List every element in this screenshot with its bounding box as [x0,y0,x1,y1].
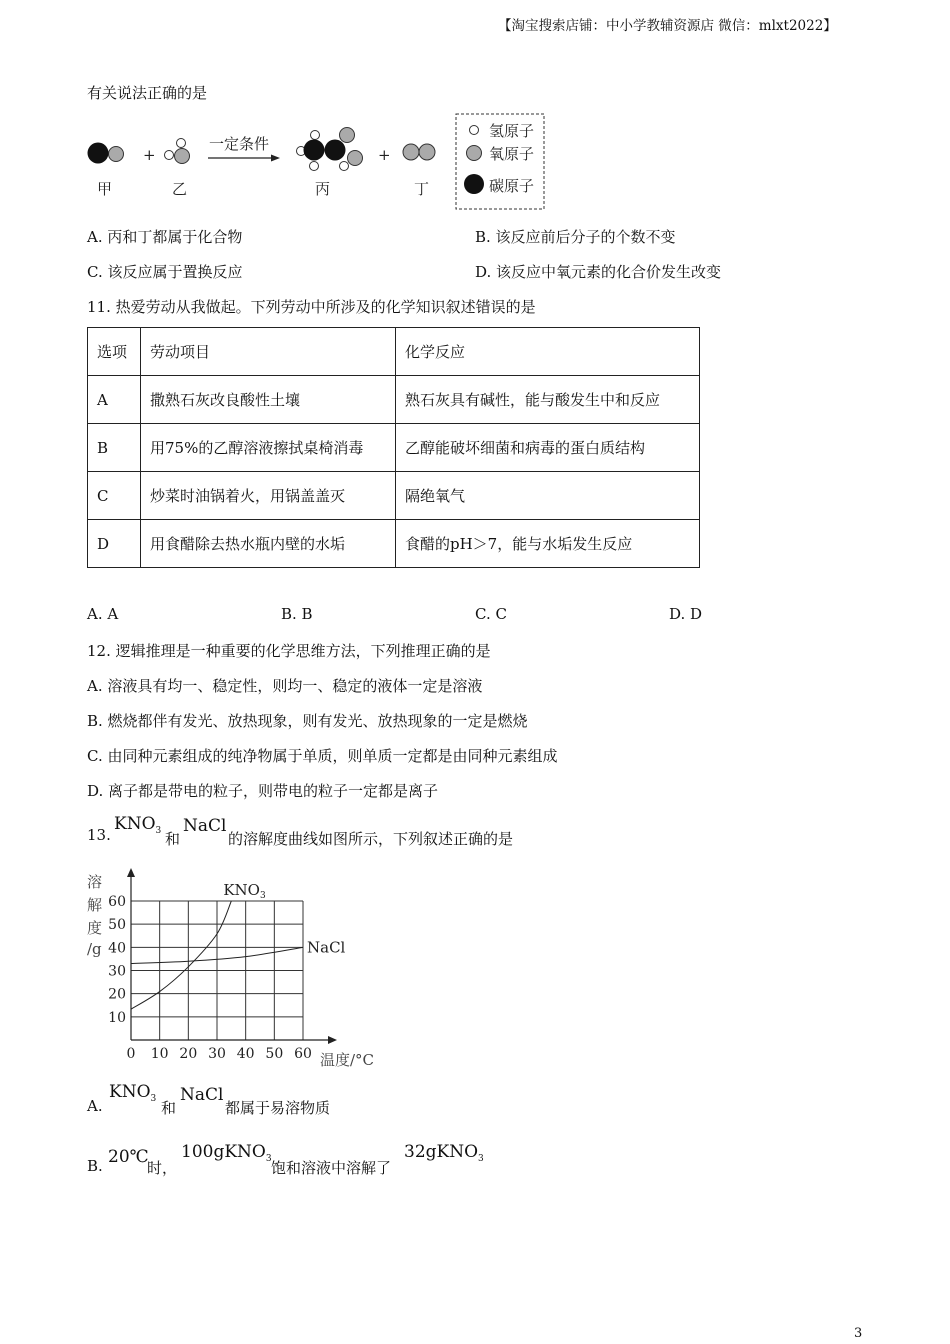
legend-carbon: 碳原子 [489,177,535,195]
y-tick-label: 10 [108,1009,126,1026]
q11-option-d: D. D [669,605,703,623]
q11-option-c: C. C [475,605,507,623]
q10-option-b: B. 该反应前后分子的个数不变 [475,228,676,246]
y-tick-label: 60 [108,894,126,910]
water-molecule [175,149,190,164]
q13-formula-nacl: NaCl [183,816,227,836]
y-axis-arrow [127,868,135,877]
plus-sign: + [378,146,391,164]
table-cell: 撒熟石灰改良酸性土壤 [141,376,396,424]
q11-option-a: A. A [87,605,119,623]
y-axis-label: 溶 [87,873,103,891]
y-tick-label: 50 [108,917,126,934]
x-tick-label: 60 [294,1046,312,1062]
q13-option-a-text: 都属于易溶物质 [225,1099,331,1117]
table-cell: A [88,376,141,424]
table-row [88,376,700,424]
oxygen-legend-icon [467,146,482,161]
q13-formula-kno3 [114,814,161,836]
q11-stem: 11. 热爱劳动从我做起。下列劳动中所涉及的化学知识叙述错误的是 [87,298,536,316]
curve-label-subscript: 3 [259,891,266,901]
formula-text: 100gKNO [181,1142,266,1162]
label-bing: 丙 [315,180,331,198]
subscript: 3 [155,826,162,836]
product-bing-molecule [325,140,346,161]
x-tick-label: 10 [150,1046,169,1062]
q12-option-a: A. 溶液具有均一、稳定性，则均一、稳定的液体一定是溶液 [87,677,483,695]
y-axis-label: 解 [87,896,103,914]
label-ding: 丁 [414,180,430,198]
q12-option-c: C. 由同种元素组成的纯净物属于单质，则单质一定都是由同种元素组成 [87,747,558,765]
x-axis-arrow [328,1036,337,1044]
y-tick-label: 30 [108,963,126,980]
x-tick-label: 30 [208,1046,226,1062]
q13-option-a-kno3 [109,1082,156,1104]
q10-option-c: C. 该反应属于置换反应 [87,263,243,281]
subscript: 3 [265,1154,272,1164]
q13-option-b-prefix: B. [87,1157,103,1175]
chart-grid [131,901,303,1040]
curve-label-nacl: NaCl [307,938,346,957]
formula-text: KNO [114,814,156,834]
table-header-cell: 化学反应 [396,328,700,376]
label-jia: 甲 [97,180,113,198]
table-cell: 用75%的乙醇溶液擦拭桌椅消毒 [141,424,396,472]
product-ding-molecule [419,144,435,160]
legend-oxygen: 氧原子 [489,145,535,163]
q13-option-b-temp: 20℃ [108,1147,149,1167]
page-number: 3 [854,1326,863,1341]
table-cell: 隔绝氧气 [396,472,700,520]
hydrogen-legend-icon [470,126,479,135]
q11-table [87,327,700,568]
q12-option-d: D. 离子都是带电的粒子，则带电的粒子一定都是离子 [87,782,439,800]
table-cell: 炒菜时油锅着火，用锅盖盖灭 [141,472,396,520]
carbon-legend-icon [464,174,484,194]
table-header-cell: 选项 [88,328,141,376]
plus-sign: + [143,146,156,164]
page-header: 【淘宝搜索店铺：中小学教辅资源店 微信：mlxt2022】 [498,18,837,34]
x-tick-label: 0 [126,1046,136,1062]
reaction-diagram [85,110,555,212]
subscript: 3 [150,1094,157,1104]
table-cell: 用食醋除去热水瓶内壁的水垢 [141,520,396,568]
q13-option-b-mass2 [404,1142,484,1164]
table-cell: B [88,424,141,472]
q10-option-d: D. 该反应中氧元素的化合价发生改变 [475,263,722,281]
carbon-atom [88,143,109,164]
legend-hydrogen: 氢原子 [489,122,535,140]
y-axis-label: /g [87,940,102,958]
y-tick-label: 20 [108,986,126,1003]
reaction-arrow [271,155,280,162]
q13-option-a-he: 和 [161,1099,177,1117]
q13-option-a-nacl: NaCl [180,1085,224,1105]
table-cell: 乙醇能破坏细菌和病毒的蛋白质结构 [396,424,700,472]
x-tick-label: 40 [236,1046,255,1062]
table-cell: C [88,472,141,520]
condition-label: 一定条件 [209,135,270,153]
table-header-cell: 劳动项目 [141,328,396,376]
q13-stem-tail: 的溶解度曲线如图所示，下列叙述正确的是 [228,830,514,848]
subscript: 3 [478,1154,484,1164]
table-cell: D [88,520,141,568]
q13-option-a-prefix: A. [87,1097,103,1115]
q11-option-b: B. B [281,605,313,623]
q13-number: 13. [87,826,111,844]
q13-he: 和 [165,830,181,848]
curve-kno3 [131,901,231,1009]
table-header-row [88,328,700,376]
q10-stem: 有关说法正确的是 [87,84,208,102]
x-tick-label: 20 [179,1046,198,1062]
table-cell: 食醋的pH＞7，能与水垢发生反应 [396,520,700,568]
y-tick-label: 40 [108,940,126,957]
table-cell: 熟石灰具有碱性，能与酸发生中和反应 [396,376,700,424]
x-axis-label: 温度/°C [320,1051,375,1069]
table-row [88,520,700,568]
table-row [88,472,700,520]
oxygen-atom [109,147,124,162]
q13-option-b-mass1 [181,1142,272,1164]
label-yi: 乙 [172,180,188,198]
q13-option-b-shi: 时， [147,1159,178,1177]
formula-text: KNO [109,1082,151,1102]
curve-label-kno3: $KNO_3$ [223,881,266,901]
q13-option-b-mid: 饱和溶液中溶解了 [271,1159,392,1177]
x-tick-label: 50 [265,1046,284,1062]
y-axis-label: 度 [87,919,103,937]
q12-stem: 12. 逻辑推理是一种重要的化学思维方法，下列推理正确的是 [87,642,491,660]
q10-option-a: A. 丙和丁都属于化合物 [87,228,243,246]
formula-text: 32gKNO [404,1142,479,1162]
table-row [88,424,700,472]
q12-option-b: B. 燃烧都伴有发光、放热现象，则有发光、放热现象的一定是燃烧 [87,712,528,730]
solubility-chart [80,866,400,1072]
